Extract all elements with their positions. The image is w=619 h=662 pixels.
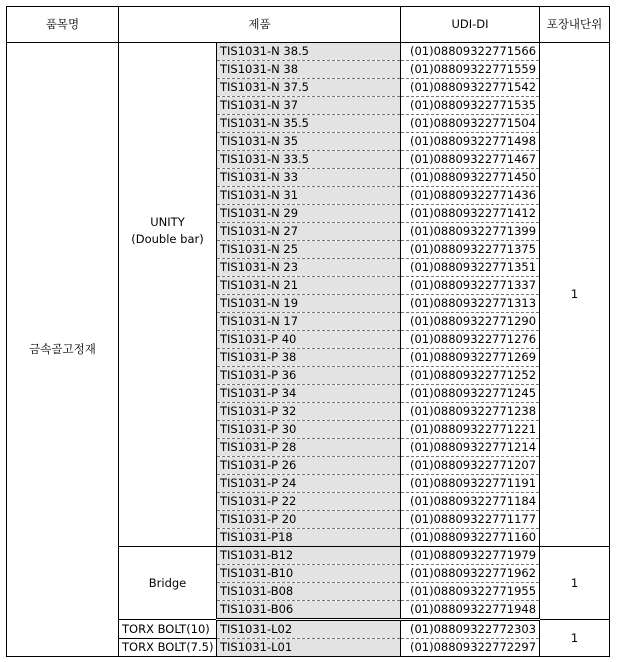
pack-unit-cell: 1 bbox=[540, 43, 610, 547]
udi-cell: (01)08809322771535 bbox=[401, 97, 540, 115]
product-cell: TIS1031-P 22 bbox=[217, 493, 401, 511]
udi-cell: (01)08809322771177 bbox=[401, 511, 540, 529]
product-cell: TIS1031-P 40 bbox=[217, 331, 401, 349]
pack-unit-cell: 1 bbox=[540, 547, 610, 620]
product-cell: TIS1031-N 19 bbox=[217, 295, 401, 313]
udi-cell: (01)08809322771221 bbox=[401, 421, 540, 439]
udi-cell: (01)08809322771450 bbox=[401, 169, 540, 187]
udi-table-sheet bbox=[6, 6, 610, 657]
udi-cell: (01)08809322771269 bbox=[401, 349, 540, 367]
product-cell: TIS1031-N 29 bbox=[217, 205, 401, 223]
pack-unit-cell: 1 bbox=[540, 620, 610, 657]
product-cell: TIS1031-B10 bbox=[217, 565, 401, 583]
header-pack-unit: 포장내단위 bbox=[540, 7, 610, 43]
product-cell: TIS1031-P 36 bbox=[217, 367, 401, 385]
udi-cell: (01)08809322771566 bbox=[401, 43, 540, 61]
product-cell: TIS1031-P 26 bbox=[217, 457, 401, 475]
product-cell: TIS1031-N 17 bbox=[217, 313, 401, 331]
product-cell: TIS1031-N 27 bbox=[217, 223, 401, 241]
product-cell: TIS1031-P 34 bbox=[217, 385, 401, 403]
product-cell: TIS1031-P18 bbox=[217, 529, 401, 547]
header-category: 품목명 bbox=[7, 7, 119, 43]
udi-cell: (01)08809322771399 bbox=[401, 223, 540, 241]
product-cell: TIS1031-P 20 bbox=[217, 511, 401, 529]
udi-cell: (01)08809322771191 bbox=[401, 475, 540, 493]
product-cell: TIS1031-P 32 bbox=[217, 403, 401, 421]
group-label-cell: TORX BOLT(7.5) bbox=[119, 639, 217, 657]
product-cell: TIS1031-N 35 bbox=[217, 133, 401, 151]
header-product: 제품 bbox=[119, 7, 401, 43]
product-cell: TIS1031-P 30 bbox=[217, 421, 401, 439]
udi-cell: (01)08809322771412 bbox=[401, 205, 540, 223]
udi-cell: (01)08809322771337 bbox=[401, 277, 540, 295]
udi-cell: (01)08809322771252 bbox=[401, 367, 540, 385]
product-cell: TIS1031-N 23 bbox=[217, 259, 401, 277]
udi-cell: (01)08809322771375 bbox=[401, 241, 540, 259]
product-cell: TIS1031-P 28 bbox=[217, 439, 401, 457]
product-cell: TIS1031-N 25 bbox=[217, 241, 401, 259]
udi-cell: (01)08809322771962 bbox=[401, 565, 540, 583]
product-cell: TIS1031-L02 bbox=[217, 620, 401, 639]
product-cell: TIS1031-N 38.5 bbox=[217, 43, 401, 61]
product-cell: TIS1031-L01 bbox=[217, 639, 401, 657]
product-cell: TIS1031-N 35.5 bbox=[217, 115, 401, 133]
category-cell: 금속골고정재 bbox=[7, 43, 119, 657]
udi-cell: (01)08809322771290 bbox=[401, 313, 540, 331]
group-name-cell: UNITY (Double bar) bbox=[119, 43, 217, 547]
product-cell: TIS1031-B12 bbox=[217, 547, 401, 565]
group-label-cell: TORX BOLT(10) bbox=[119, 620, 217, 639]
udi-table bbox=[6, 6, 610, 657]
udi-cell: (01)08809322772297 bbox=[401, 639, 540, 657]
product-cell: TIS1031-N 33.5 bbox=[217, 151, 401, 169]
udi-cell: (01)08809322771467 bbox=[401, 151, 540, 169]
header-udi: UDI-DI bbox=[401, 7, 540, 43]
product-cell: TIS1031-B08 bbox=[217, 583, 401, 601]
udi-cell: (01)08809322771436 bbox=[401, 187, 540, 205]
group-name-cell: Bridge bbox=[119, 547, 217, 620]
product-cell: TIS1031-N 21 bbox=[217, 277, 401, 295]
product-cell: TIS1031-N 33 bbox=[217, 169, 401, 187]
udi-cell: (01)08809322771351 bbox=[401, 259, 540, 277]
product-cell: TIS1031-P 38 bbox=[217, 349, 401, 367]
udi-cell: (01)08809322771979 bbox=[401, 547, 540, 565]
udi-cell: (01)08809322771160 bbox=[401, 529, 540, 547]
product-cell: TIS1031-N 31 bbox=[217, 187, 401, 205]
udi-cell: (01)08809322771238 bbox=[401, 403, 540, 421]
table-body bbox=[7, 43, 610, 657]
udi-cell: (01)08809322771542 bbox=[401, 79, 540, 97]
product-cell: TIS1031-P 24 bbox=[217, 475, 401, 493]
product-cell: TIS1031-N 38 bbox=[217, 61, 401, 79]
table-row bbox=[7, 43, 610, 61]
udi-cell: (01)08809322771955 bbox=[401, 583, 540, 601]
udi-cell: (01)08809322771245 bbox=[401, 385, 540, 403]
header-row bbox=[7, 7, 610, 43]
udi-cell: (01)08809322771498 bbox=[401, 133, 540, 151]
udi-cell: (01)08809322771214 bbox=[401, 439, 540, 457]
udi-cell: (01)08809322771559 bbox=[401, 61, 540, 79]
udi-cell: (01)08809322771276 bbox=[401, 331, 540, 349]
product-cell: TIS1031-N 37.5 bbox=[217, 79, 401, 97]
udi-cell: (01)08809322771313 bbox=[401, 295, 540, 313]
udi-cell: (01)08809322771184 bbox=[401, 493, 540, 511]
udi-cell: (01)08809322771948 bbox=[401, 601, 540, 620]
product-cell: TIS1031-N 37 bbox=[217, 97, 401, 115]
udi-cell: (01)08809322772303 bbox=[401, 620, 540, 639]
udi-cell: (01)08809322771504 bbox=[401, 115, 540, 133]
product-cell: TIS1031-B06 bbox=[217, 601, 401, 620]
udi-cell: (01)08809322771207 bbox=[401, 457, 540, 475]
